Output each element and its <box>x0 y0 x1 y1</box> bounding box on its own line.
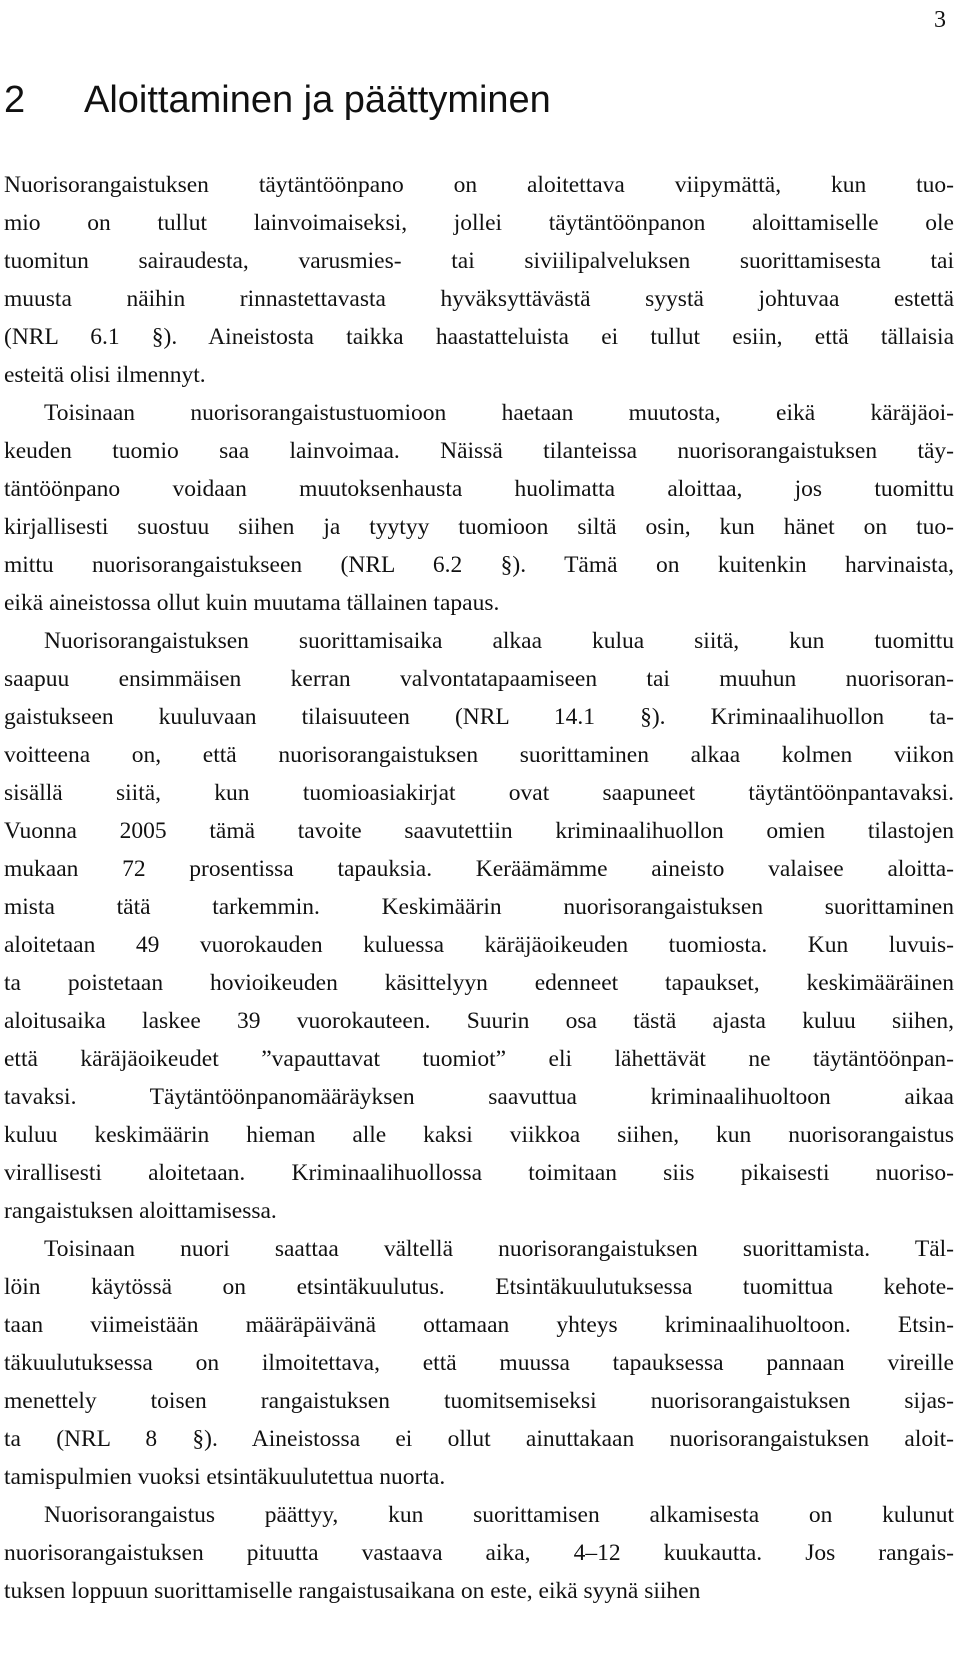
section-number: 2 <box>4 79 26 121</box>
paragraph <box>4 394 954 622</box>
text-line: Nuorisorangaistus päättyy, kun suorittamisen alkamisesta on kulunut <box>44 1502 954 1528</box>
text-line: nuorisorangaistuksen pituutta vastaava aika, 4–12 kuukautta. Jos rangais- <box>4 1540 954 1566</box>
text-line: mukaan 72 prosentissa tapauksia. Keräämämme aineisto valaisee aloitta- <box>4 856 954 882</box>
text-line: mio on tullut lainvoimaiseksi, jollei täytäntöönpanon aloittamiselle ole <box>4 210 954 236</box>
text-line: rangaistuksen aloittamisessa. <box>4 1198 277 1224</box>
text-line: mista tätä tarkemmin. Keskimäärin nuorisorangaistuksen suorittaminen <box>4 894 954 920</box>
text-line: aloitetaan 49 vuorokauden kuluessa käräjäoikeuden tuomiosta. Kun luvuis- <box>4 932 954 958</box>
text-line: tuksen loppuun suorittamiselle rangaistusaikana on este, eikä syynä siihen <box>4 1578 701 1604</box>
text-line: gaistukseen kuuluvaan tilaisuuteen (NRL 14.1 §). Kriminaalihuollon ta- <box>4 704 954 730</box>
text-line: Nuorisorangaistuksen suorittamisaika alkaa kulua siitä, kun tuomittu <box>44 628 954 654</box>
text-line: mittu nuorisorangaistukseen (NRL 6.2 §). Tämä on kuitenkin harvinaista, <box>4 552 954 578</box>
text-line: ta (NRL 8 §). Aineistossa ei ollut ainuttakaan nuorisorangaistuksen aloit- <box>4 1426 954 1452</box>
section-heading <box>4 78 551 122</box>
text-line: Nuorisorangaistuksen täytäntöönpano on aloitettava viipymättä, kun tuo- <box>4 172 954 198</box>
text-line: kirjallisesti suostuu siihen ja tyytyy tuomioon siltä osin, kun hänet on tuo- <box>4 514 954 540</box>
text-line: muusta näihin rinnastettavasta hyväksyttävästä syystä johtuvaa estettä <box>4 286 954 312</box>
page-number: 3 <box>934 7 946 33</box>
paragraph <box>4 166 954 394</box>
text-line: saapuu ensimmäisen kerran valvontatapaamiseen tai muuhun nuorisoran- <box>4 666 954 692</box>
text-line: täntöönpano voidaan muutoksenhausta huolimatta aloittaa, jos tuomittu <box>4 476 954 502</box>
paragraph <box>4 1230 954 1496</box>
text-line: kuluu keskimäärin hieman alle kaksi viikkoa siihen, kun nuorisorangaistus <box>4 1122 954 1148</box>
text-line: Toisinaan nuorisorangaistustuomioon haetaan muutosta, eikä käräjäoi- <box>44 400 954 426</box>
text-line: aloitusaika laskee 39 vuorokauteen. Suurin osa tästä ajasta kuluu siihen, <box>4 1008 954 1034</box>
text-line: virallisesti aloitetaan. Kriminaalihuollossa toimitaan siis pikaisesti nuoriso- <box>4 1160 954 1186</box>
text-line: Toisinaan nuori saattaa vältellä nuorisorangaistuksen suorittamista. Täl- <box>44 1236 954 1262</box>
text-line: voitteena on, että nuorisorangaistuksen suorittaminen alkaa kolmen viikon <box>4 742 954 768</box>
body-text <box>4 166 954 1610</box>
text-line: Vuonna 2005 tämä tavoite saavutettiin kriminaalihuollon omien tilastojen <box>4 818 954 844</box>
text-line: tavaksi. Täytäntöönpanomääräyksen saavuttua kriminaalihuoltoon aikaa <box>4 1084 954 1110</box>
text-line: löin käytössä on etsintäkuulutus. Etsintäkuulutuksessa tuomittua kehote- <box>4 1274 954 1300</box>
text-line: että käräjäoikeudet ”vapauttavat tuomiot” eli lähettävät ne täytäntöönpan- <box>4 1046 954 1072</box>
section-title: Aloittaminen ja päättyminen <box>84 79 551 121</box>
paragraph <box>4 1496 954 1610</box>
text-line: menettely toisen rangaistuksen tuomitsemiseksi nuorisorangaistuksen sijas- <box>4 1388 954 1414</box>
text-line: (NRL 6.1 §). Aineistosta taikka haastatteluista ei tullut esiin, että tällaisia <box>4 324 954 350</box>
text-line: tamispulmien vuoksi etsintäkuulutettua nuorta. <box>4 1464 446 1490</box>
text-line: esteitä olisi ilmennyt. <box>4 362 206 388</box>
text-line: täkuulutuksessa on ilmoitettava, että muussa tapauksessa pannaan vireille <box>4 1350 954 1376</box>
text-line: sisällä siitä, kun tuomioasiakirjat ovat saapuneet täytäntöönpantavaksi. <box>4 780 954 806</box>
text-line: eikä aineistossa ollut kuin muutama tällainen tapaus. <box>4 590 500 616</box>
paragraph <box>4 622 954 1230</box>
text-line: taan viimeistään määräpäivänä ottamaan yhteys kriminaalihuoltoon. Etsin- <box>4 1312 954 1338</box>
text-line: ta poistetaan hovioikeuden käsittelyyn edenneet tapaukset, keskimääräinen <box>4 970 954 996</box>
text-line: keuden tuomio saa lainvoimaa. Näissä tilanteissa nuorisorangaistuksen täy- <box>4 438 954 464</box>
text-line: tuomitun sairaudesta, varusmies- tai siviilipalveluksen suorittamisesta tai <box>4 248 954 274</box>
